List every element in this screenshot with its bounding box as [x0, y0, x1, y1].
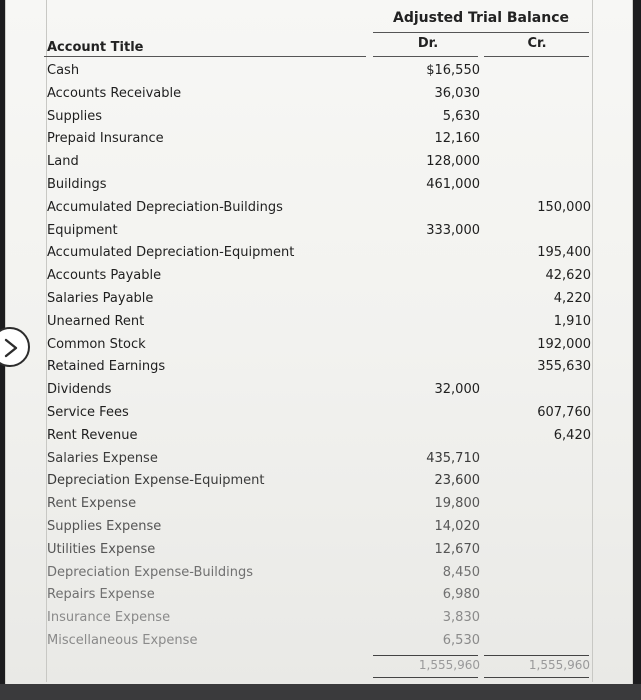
table-row: [0, 379, 641, 402]
debit-amount: 6,530: [442, 632, 480, 648]
debit-amount: 461,000: [426, 176, 480, 192]
account-title-header: Account Title: [47, 40, 144, 55]
account-name: Repairs Expense: [47, 587, 155, 603]
debit-amount: 32,000: [434, 382, 480, 398]
debit-total-double-rule: [373, 677, 478, 678]
debit-column-header: Dr.: [417, 36, 439, 51]
table-row: [0, 356, 641, 379]
trial-balance-rows: [0, 60, 641, 653]
debit-amount: 5,630: [442, 108, 480, 124]
table-row: [0, 630, 641, 653]
account-name: Utilities Expense: [47, 541, 156, 557]
account-name: Buildings: [47, 176, 107, 192]
table-row: [0, 584, 641, 607]
account-name: Miscellaneous Expense: [47, 632, 198, 648]
table-row: [0, 493, 641, 516]
debit-amount: 14,020: [434, 518, 480, 534]
debit-amount: 128,000: [426, 154, 480, 170]
table-row: [0, 220, 641, 243]
credit-amount: 4,220: [553, 290, 591, 306]
table-row: [0, 562, 641, 585]
account-name: Equipment: [47, 222, 118, 238]
account-name: Retained Earnings: [47, 359, 166, 375]
debit-total: 1,555,960: [418, 658, 480, 672]
account-name: Rent Revenue: [47, 427, 138, 443]
debit-amount: 19,800: [434, 496, 480, 512]
column-group-title: Adjusted Trial Balance: [393, 10, 569, 26]
table-row: [0, 402, 641, 425]
table-row: [0, 470, 641, 493]
table-row: [0, 197, 641, 220]
debit-amount: 3,830: [442, 610, 480, 626]
account-name: Rent Expense: [47, 496, 137, 512]
account-name: Accumulated Depreciation-Equipment: [47, 245, 295, 261]
debit-amount: 333,000: [426, 222, 480, 238]
table-row: [0, 516, 641, 539]
debit-column-rule: [373, 56, 478, 57]
debit-amount: 36,030: [434, 85, 480, 101]
header-divider: [373, 32, 589, 33]
account-name: Accounts Receivable: [47, 85, 182, 101]
debit-amount: 6,980: [442, 587, 480, 603]
account-column-rule: [44, 56, 366, 57]
credit-total-rule: [484, 655, 589, 656]
credit-amount: 6,420: [553, 427, 591, 443]
table-row: [0, 425, 641, 448]
table-row: [0, 448, 641, 471]
credit-amount: 195,400: [537, 245, 591, 261]
debit-amount: 23,600: [434, 473, 480, 489]
account-name: Unearned Rent: [47, 313, 145, 329]
account-name: Depreciation Expense-Equipment: [47, 473, 265, 489]
credit-amount: 607,760: [537, 404, 591, 420]
debit-total-rule: [373, 655, 478, 656]
account-name: Accumulated Depreciation-Buildings: [47, 199, 283, 215]
credit-column-header: Cr.: [527, 36, 547, 51]
account-name: Cash: [47, 63, 80, 78]
credit-amount: 42,620: [545, 268, 591, 284]
table-row: [0, 242, 641, 265]
account-name: Supplies: [47, 108, 102, 124]
table-row: [0, 174, 641, 197]
account-name: Salaries Payable: [47, 290, 154, 306]
account-name: Salaries Expense: [47, 450, 158, 466]
account-name: Insurance Expense: [47, 610, 171, 626]
bottom-edge: [0, 684, 641, 700]
credit-total-double-rule: [484, 677, 589, 678]
account-name: Prepaid Insurance: [47, 131, 164, 147]
account-name: Common Stock: [47, 336, 146, 352]
table-row: [0, 607, 641, 630]
debit-amount: 8,450: [442, 564, 480, 580]
table-row: [0, 334, 641, 357]
account-name: Dividends: [47, 382, 112, 398]
table-row: [0, 311, 641, 334]
account-name: Depreciation Expense-Buildings: [47, 564, 253, 580]
account-name: Accounts Payable: [47, 268, 162, 284]
credit-total: 1,555,960: [528, 658, 590, 672]
table-row: [0, 539, 641, 562]
table-row: [0, 265, 641, 288]
account-name: Service Fees: [47, 404, 129, 420]
credit-amount: 1,910: [553, 313, 591, 329]
debit-amount: 12,670: [434, 541, 480, 557]
account-name: Supplies Expense: [47, 518, 162, 534]
credit-amount: 150,000: [537, 199, 591, 215]
credit-column-rule: [484, 56, 589, 57]
table-row: [0, 128, 641, 151]
debit-amount: $16,550: [426, 63, 480, 78]
credit-amount: 192,000: [537, 336, 591, 352]
chevron-right-icon: [3, 338, 19, 358]
table-row: [0, 83, 641, 106]
debit-amount: 12,160: [434, 131, 480, 147]
debit-amount: 435,710: [426, 450, 480, 466]
table-row: [0, 106, 641, 129]
table-row: [0, 60, 641, 83]
table-row: [0, 151, 641, 174]
table-row: [0, 288, 641, 311]
account-name: Land: [47, 154, 79, 170]
credit-amount: 355,630: [537, 359, 591, 375]
